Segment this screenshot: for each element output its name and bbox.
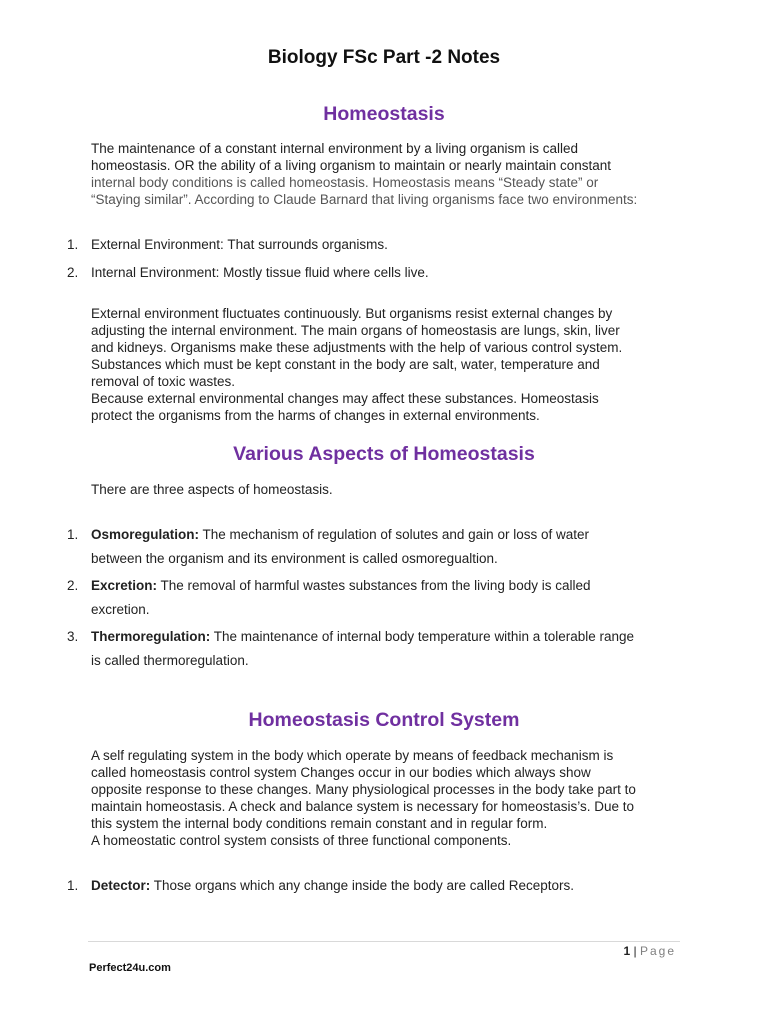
aspects-heading: Various Aspects of Homeostasis: [233, 443, 535, 465]
text-line: “Staying similar”. According to Claude Barnard that living organisms face two environments:: [91, 192, 638, 207]
text-line: removal of toxic wastes.: [91, 374, 236, 389]
list-text: Internal Environment: Mostly tissue fluid where cells live.: [91, 265, 429, 280]
environments-list: [0, 233, 768, 289]
text-line: The maintenance of a constant internal environment by a living organism is called: [91, 141, 579, 156]
homeostasis-intro: [91, 140, 691, 208]
page-number: [623, 944, 676, 958]
text-line: this system the internal body conditions remain constant and in regular form.: [91, 816, 548, 831]
list-number: 1.: [67, 527, 79, 542]
text-line: is called thermoregulation.: [91, 653, 249, 668]
aspects-intro: [91, 481, 691, 498]
list-text: External Environment: That surrounds organisms.: [91, 237, 388, 252]
text-line: Because external environmental changes may affect these substances. Homeostasis: [91, 391, 599, 406]
text-line: External environment fluctuates continuously. But organisms resist external changes by: [91, 306, 613, 321]
list-number: 3.: [67, 629, 79, 644]
text-line: called homeostasis control system Changes occur in our bodies which always show: [91, 765, 591, 780]
text-line: [91, 574, 691, 598]
homeostasis-body: [91, 305, 691, 424]
list-item: [0, 874, 768, 902]
list-item: [0, 574, 768, 625]
text-line: A self regulating system in the body which operate by means of feedback mechanism is: [91, 748, 614, 763]
aspects-list: [0, 523, 768, 676]
footer-divider: [88, 941, 680, 942]
text-line: adjusting the internal environment. The main organs of homeostasis are lungs, skin, liver: [91, 323, 620, 338]
definition: The removal of harmful wastes substances from the living body is called: [157, 578, 591, 593]
text-line: [91, 523, 691, 547]
text-line: homeostasis. OR the ability of a living organism to maintain or nearly maintain constant: [91, 158, 612, 173]
definition: Those organs which any change inside the body are called Receptors.: [150, 878, 575, 893]
homeostasis-heading: Homeostasis: [323, 103, 445, 125]
control-body: [91, 747, 691, 849]
document-title: Biology FSc Part -2 Notes: [267, 47, 501, 68]
list-number: 2.: [67, 265, 79, 280]
list-item: [0, 625, 768, 676]
text-line: A homeostatic control system consists of three functional components.: [91, 833, 512, 848]
text-line: [91, 625, 691, 649]
term: Detector:: [91, 878, 151, 893]
text-line: and kidneys. Organisms make these adjustments with the help of various control system.: [91, 340, 623, 355]
text-line: between the organism and its environment is called osmoregualtion.: [91, 551, 498, 566]
text-line: protect the organisms from the harms of changes in external environments.: [91, 408, 540, 423]
list-number: 1.: [67, 237, 79, 252]
list-number: 2.: [67, 578, 79, 593]
list-text: [91, 574, 691, 622]
text-line: There are three aspects of homeostasis.: [91, 482, 333, 497]
definition: The mechanism of regulation of solutes and gain or loss of water: [199, 527, 589, 542]
control-components-list: [0, 874, 768, 902]
page-separator: |: [630, 944, 640, 958]
definition: The maintenance of internal body temperature within a tolerable range: [210, 629, 635, 644]
list-number: 1.: [67, 878, 79, 893]
list-text: [91, 523, 691, 571]
text-line: opposite response to these changes. Many physiological processes in the body take part to: [91, 782, 636, 797]
site-footer-link[interactable]: Perfect24u.com: [89, 962, 171, 974]
list-text: [91, 625, 691, 673]
text-line: excretion.: [91, 602, 150, 617]
page-word: Page: [639, 944, 676, 958]
control-heading: Homeostasis Control System: [248, 709, 520, 731]
list-item: [0, 261, 768, 289]
list-text: [91, 874, 691, 898]
text-line: Substances which must be kept constant in the body are salt, water, temperature and: [91, 357, 600, 372]
list-item: [0, 233, 768, 261]
text-line: internal body conditions is called homeostasis. Homeostasis means “Steady state” or: [91, 175, 599, 190]
term: Osmoregulation:: [91, 527, 200, 542]
page-number-value: 1: [623, 944, 631, 958]
term: Excretion:: [91, 578, 158, 593]
list-item: [0, 523, 768, 574]
text-line: maintain homeostasis. A check and balance system is necessary for homeostasis’s. Due to: [91, 799, 635, 814]
term: Thermoregulation:: [91, 629, 211, 644]
